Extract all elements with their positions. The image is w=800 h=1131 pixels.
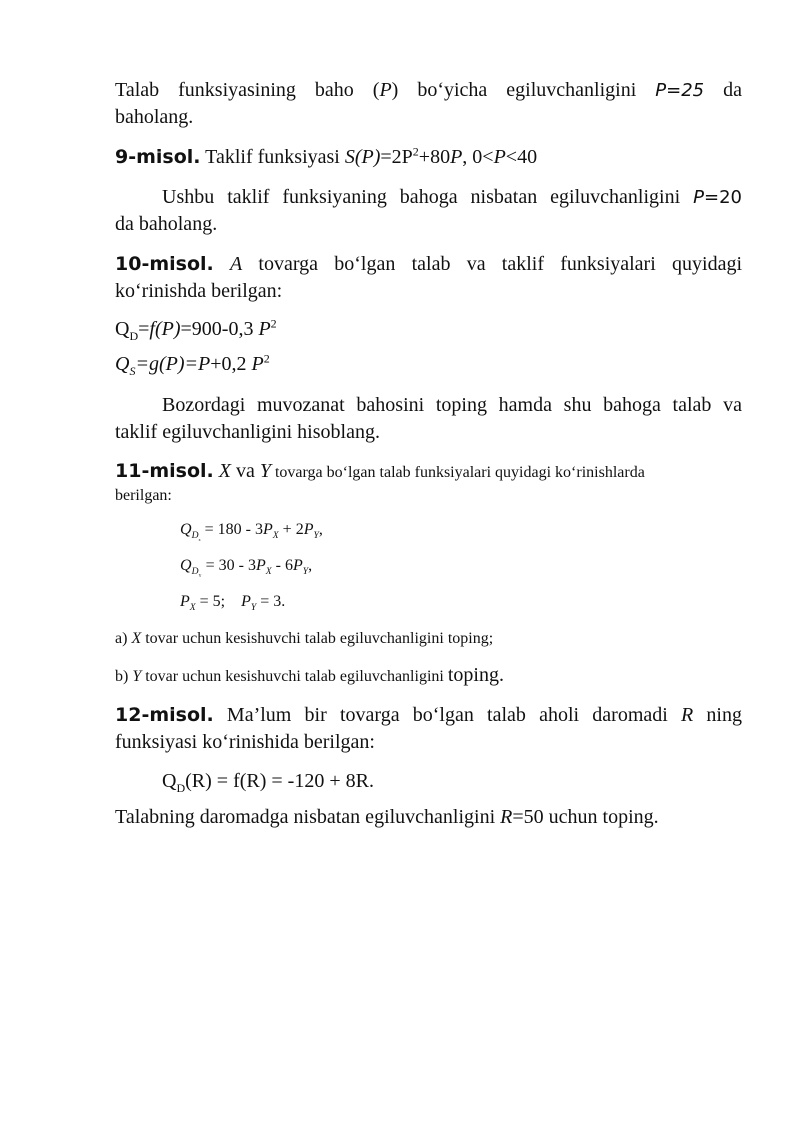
task-b: b) Y tovar uchun kesishuvchi talab egiluvchanligini toping. [115,664,504,686]
formula-qdx: $Q_{D_x} = 180 - 3P_X + 2P_Y$, [180,521,323,543]
formula-qdy: $Q_{D_Y} = 30 - 3P_X - 6P_Y$, [180,557,313,579]
example-10-line-2: ko‘rinishda berilgan: [115,280,283,302]
example-11-line-1: 11-misol. X va Y tovarga bo‘lgan talab funksiyalari quyidagi ko‘rinishlarda [115,460,645,482]
example-9-para-line-1: Ushbu taklif funksiyaning bahoga nisbatan egiluvchanligini P=20 [162,186,742,208]
demand-function: $Q_D=f(P)=900-0,3$ $P^2$ [115,316,277,343]
intro-line-1: Talab funksiyasining baho (P) bo‘yicha egiluvchanligini P=25 da [115,79,742,101]
income-demand-formula: $Q_D(R) = f(R) = -120 + 8R$. [162,770,374,795]
example-9-para-line-2: da baholang. [115,213,218,235]
example-11-heading: 11-misol. [115,460,214,482]
formula-prices: $P_X = 5$; $P_Y = 3$. [180,593,286,614]
supply-function: $Q_S=g(P)=P+0,2$ $P^2$ [115,351,270,378]
example-9-heading: 9-misol. [115,146,201,168]
task-a: a) X tovar uchun kesishuvchi talab egiluvchanligini toping; [115,630,494,647]
example-12-line-1: 12-misol. Ma’lum bir tovarga bo‘lgan talab aholi daromadi R ning [115,704,742,726]
example-12-heading: 12-misol. [115,704,214,726]
example-12-task: Talabning daromadga nisbatan egiluvchanligini R=50 uchun toping. [115,806,659,828]
example-10-line-1: 10-misol. A tovarga bo‘lgan talab va taklif funksiyalari quyidagi [115,253,742,275]
example-12-line-2: funksiyasi ko‘rinishida berilgan: [115,731,375,753]
example-11-line-2: berilgan: [115,487,172,504]
intro-line-2: baholang. [115,106,194,128]
example-10-para-line-1: Bozordagi muvozanat bahosini toping hamda shu bahoga talab va [162,394,742,416]
example-10-para-line-2: taklif egiluvchanligini hisoblang. [115,421,380,443]
example-10-heading: 10-misol. [115,253,214,275]
example-9-statement: 9-misol. Taklif funksiyasi $S(P)=2P^2+80P$, 0<P<40 [115,144,538,168]
